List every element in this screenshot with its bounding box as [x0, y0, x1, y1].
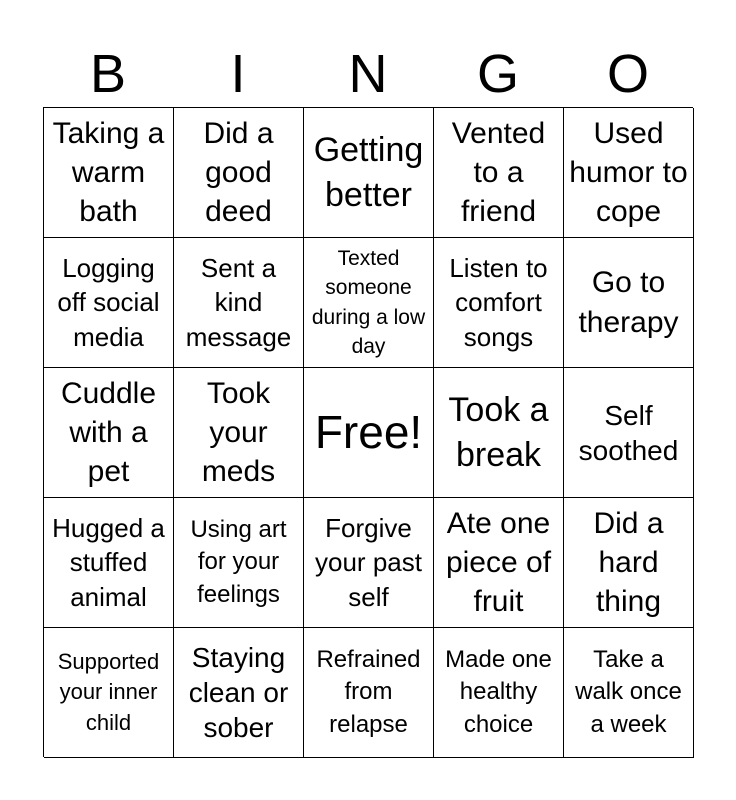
- bingo-cell[interactable]: [434, 368, 564, 498]
- header-letter-b: B: [89, 44, 127, 104]
- bingo-cell[interactable]: [564, 238, 694, 368]
- cell-text: Taking a warm bath: [52, 116, 165, 229]
- bingo-cell[interactable]: [434, 498, 564, 628]
- cell-text: Cuddle with a pet: [60, 376, 157, 489]
- bingo-cell[interactable]: [564, 368, 694, 498]
- cell-text: Forgive your past self: [315, 513, 422, 612]
- cell-text: Self soothed: [578, 399, 679, 466]
- bingo-cell[interactable]: [174, 108, 304, 238]
- cell-text: Took your meds: [201, 376, 276, 489]
- header-letter-n: N: [348, 44, 388, 104]
- cell-text: Did a good deed: [203, 116, 274, 229]
- bingo-cell[interactable]: [304, 108, 434, 238]
- cell-text: Made one healthy choice: [445, 645, 552, 738]
- cell-text: Go to therapy: [578, 266, 679, 339]
- cell-text: Using art for your feelings: [190, 515, 287, 608]
- cell-text: Supported your inner child: [57, 648, 160, 735]
- cell-text: Listen to comfort songs: [449, 253, 548, 352]
- bingo-cell[interactable]: [44, 628, 174, 758]
- bingo-board: [43, 107, 693, 757]
- bingo-cell[interactable]: [564, 498, 694, 628]
- header-letter-g: G: [476, 44, 519, 104]
- bingo-cell[interactable]: [174, 628, 304, 758]
- cell-text: Did a hard thing: [593, 506, 664, 619]
- cell-text: Sent a kind message: [185, 253, 292, 352]
- bingo-cell[interactable]: [174, 238, 304, 368]
- bingo-cell[interactable]: [434, 108, 564, 238]
- cell-text: Logging off social media: [57, 253, 160, 352]
- bingo-cell[interactable]: [304, 238, 434, 368]
- cell-text: Hugged a stuffed animal: [52, 513, 165, 612]
- bingo-cell[interactable]: [434, 628, 564, 758]
- bingo-header: [43, 40, 693, 108]
- cell-text: Texted someone during a low day: [311, 246, 426, 358]
- cell-text: Getting better: [313, 131, 424, 214]
- bingo-cell[interactable]: [304, 498, 434, 628]
- cell-text: Used humor to cope: [569, 116, 688, 229]
- free-space-cell[interactable]: [304, 368, 434, 498]
- bingo-cell[interactable]: [44, 108, 174, 238]
- cell-text: Took a break: [448, 391, 549, 474]
- bingo-cell[interactable]: [564, 628, 694, 758]
- bingo-cell[interactable]: [434, 238, 564, 368]
- cell-text: Take a walk once a week: [575, 645, 682, 738]
- bingo-cell[interactable]: [174, 368, 304, 498]
- bingo-cell[interactable]: [44, 238, 174, 368]
- free-space-text: Free!: [314, 406, 423, 459]
- bingo-cell[interactable]: [44, 368, 174, 498]
- cell-text: Staying clean or sober: [188, 642, 289, 743]
- cell-text: Refrained from relapse: [316, 645, 421, 738]
- cell-text: Ate one piece of fruit: [445, 506, 552, 619]
- header-letter-i: I: [230, 44, 246, 104]
- bingo-cell[interactable]: [564, 108, 694, 238]
- cell-text: Vented to a friend: [451, 116, 546, 229]
- bingo-cell[interactable]: [44, 498, 174, 628]
- bingo-cell[interactable]: [174, 498, 304, 628]
- header-letter-o: O: [606, 44, 649, 104]
- bingo-cell[interactable]: [304, 628, 434, 758]
